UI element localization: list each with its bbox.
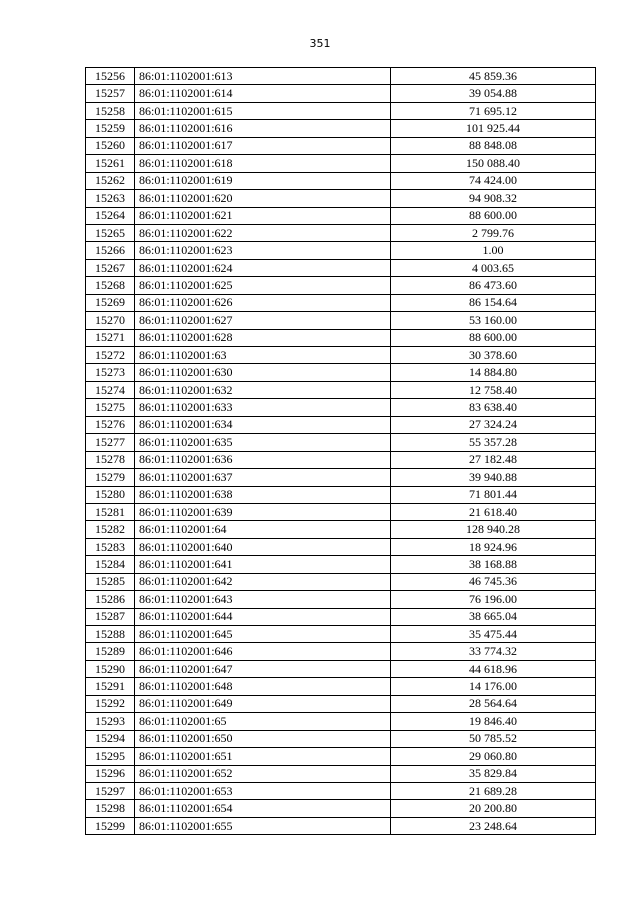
cadastral-number-cell: 86:01:1102001:638 [135, 486, 391, 503]
table-row [86, 800, 596, 817]
cadastral-number-cell: 86:01:1102001:645 [135, 626, 391, 643]
cadastral-number-cell: 86:01:1102001:626 [135, 294, 391, 311]
table-row [86, 486, 596, 503]
value-cell: 86 154.64 [391, 294, 596, 311]
cadastral-number-cell: 86:01:1102001:643 [135, 591, 391, 608]
cadastral-number-cell: 86:01:1102001:616 [135, 120, 391, 137]
table-row [86, 190, 596, 207]
cadastral-number-cell: 86:01:1102001:635 [135, 434, 391, 451]
value-cell: 39 940.88 [391, 469, 596, 486]
value-cell: 44 618.96 [391, 660, 596, 677]
cadastral-number-cell: 86:01:1102001:644 [135, 608, 391, 625]
cadastral-number-cell: 86:01:1102001:651 [135, 748, 391, 765]
value-cell: 18 924.96 [391, 538, 596, 555]
cadastral-number-cell: 86:01:1102001:621 [135, 207, 391, 224]
cadastral-number-cell: 86:01:1102001:646 [135, 643, 391, 660]
table-body [86, 68, 596, 835]
row-number-cell: 15259 [86, 120, 135, 137]
cadastral-number-cell: 86:01:1102001:637 [135, 469, 391, 486]
table-row [86, 521, 596, 538]
cadastral-number-cell: 86:01:1102001:639 [135, 503, 391, 520]
value-cell: 28 564.64 [391, 695, 596, 712]
cadastral-number-cell: 86:01:1102001:625 [135, 277, 391, 294]
row-number-cell: 15268 [86, 277, 135, 294]
table-row [86, 608, 596, 625]
row-number-cell: 15266 [86, 242, 135, 259]
cadastral-number-cell: 86:01:1102001:619 [135, 172, 391, 189]
cadastral-number-cell: 86:01:1102001:65 [135, 713, 391, 730]
table-row [86, 503, 596, 520]
value-cell: 35 475.44 [391, 626, 596, 643]
table-row [86, 748, 596, 765]
table-row [86, 695, 596, 712]
cadastral-number-cell: 86:01:1102001:640 [135, 538, 391, 555]
cadastral-number-cell: 86:01:1102001:624 [135, 259, 391, 276]
row-number-cell: 15261 [86, 155, 135, 172]
table-row [86, 172, 596, 189]
row-number-cell: 15299 [86, 817, 135, 834]
row-number-cell: 15288 [86, 626, 135, 643]
value-cell: 20 200.80 [391, 800, 596, 817]
cadastral-number-cell: 86:01:1102001:648 [135, 678, 391, 695]
value-cell: 83 638.40 [391, 399, 596, 416]
table-row [86, 155, 596, 172]
value-cell: 71 801.44 [391, 486, 596, 503]
row-number-cell: 15269 [86, 294, 135, 311]
row-number-cell: 15270 [86, 312, 135, 329]
value-cell: 27 324.24 [391, 416, 596, 433]
row-number-cell: 15282 [86, 521, 135, 538]
table-row [86, 591, 596, 608]
cadastral-number-cell: 86:01:1102001:622 [135, 224, 391, 241]
value-cell: 50 785.52 [391, 730, 596, 747]
value-cell: 55 357.28 [391, 434, 596, 451]
value-cell: 74 424.00 [391, 172, 596, 189]
cadastral-number-cell: 86:01:1102001:650 [135, 730, 391, 747]
table-row [86, 364, 596, 381]
table-row [86, 207, 596, 224]
cadastral-number-cell: 86:01:1102001:653 [135, 782, 391, 799]
table-row [86, 469, 596, 486]
value-cell: 33 774.32 [391, 643, 596, 660]
row-number-cell: 15289 [86, 643, 135, 660]
value-cell: 76 196.00 [391, 591, 596, 608]
table-row [86, 259, 596, 276]
table-row [86, 573, 596, 590]
table-row [86, 678, 596, 695]
table-row [86, 434, 596, 451]
value-cell: 88 600.00 [391, 207, 596, 224]
value-cell: 35 829.84 [391, 765, 596, 782]
value-cell: 150 088.40 [391, 155, 596, 172]
row-number-cell: 15276 [86, 416, 135, 433]
row-number-cell: 15267 [86, 259, 135, 276]
value-cell: 19 846.40 [391, 713, 596, 730]
row-number-cell: 15265 [86, 224, 135, 241]
cadastral-number-cell: 86:01:1102001:641 [135, 556, 391, 573]
value-cell: 94 908.32 [391, 190, 596, 207]
value-cell: 14 884.80 [391, 364, 596, 381]
table-row [86, 85, 596, 102]
row-number-cell: 15275 [86, 399, 135, 416]
cadastral-number-cell: 86:01:1102001:654 [135, 800, 391, 817]
row-number-cell: 15256 [86, 68, 135, 85]
value-cell: 14 176.00 [391, 678, 596, 695]
table-row [86, 381, 596, 398]
cadastral-number-cell: 86:01:1102001:623 [135, 242, 391, 259]
value-cell: 30 378.60 [391, 347, 596, 364]
cadastral-number-cell: 86:01:1102001:632 [135, 381, 391, 398]
cadastral-number-cell: 86:01:1102001:647 [135, 660, 391, 677]
row-number-cell: 15287 [86, 608, 135, 625]
table-row [86, 120, 596, 137]
table-row [86, 556, 596, 573]
row-number-cell: 15291 [86, 678, 135, 695]
cadastral-number-cell: 86:01:1102001:620 [135, 190, 391, 207]
row-number-cell: 15272 [86, 347, 135, 364]
table-row [86, 137, 596, 154]
value-cell: 39 054.88 [391, 85, 596, 102]
cadastral-number-cell: 86:01:1102001:618 [135, 155, 391, 172]
value-cell: 46 745.36 [391, 573, 596, 590]
row-number-cell: 15294 [86, 730, 135, 747]
table-row [86, 660, 596, 677]
cadastral-number-cell: 86:01:1102001:614 [135, 85, 391, 102]
row-number-cell: 15286 [86, 591, 135, 608]
table-row [86, 224, 596, 241]
value-cell: 38 665.04 [391, 608, 596, 625]
row-number-cell: 15271 [86, 329, 135, 346]
row-number-cell: 15258 [86, 102, 135, 119]
row-number-cell: 15263 [86, 190, 135, 207]
value-cell: 4 003.65 [391, 259, 596, 276]
cadastral-number-cell: 86:01:1102001:630 [135, 364, 391, 381]
cadastral-number-cell: 86:01:1102001:627 [135, 312, 391, 329]
row-number-cell: 15285 [86, 573, 135, 590]
row-number-cell: 15260 [86, 137, 135, 154]
cadastral-number-cell: 86:01:1102001:615 [135, 102, 391, 119]
cadastral-number-cell: 86:01:1102001:642 [135, 573, 391, 590]
cadastral-number-cell: 86:01:1102001:655 [135, 817, 391, 834]
row-number-cell: 15290 [86, 660, 135, 677]
page-number: 351 [309, 37, 331, 50]
row-number-cell: 15262 [86, 172, 135, 189]
value-cell: 86 473.60 [391, 277, 596, 294]
cadastral-number-cell: 86:01:1102001:617 [135, 137, 391, 154]
table-row [86, 713, 596, 730]
value-cell: 53 160.00 [391, 312, 596, 329]
row-number-cell: 15280 [86, 486, 135, 503]
cadastral-number-cell: 86:01:1102001:636 [135, 451, 391, 468]
row-number-cell: 15295 [86, 748, 135, 765]
cadastral-table [85, 67, 596, 835]
table-row [86, 312, 596, 329]
value-cell: 101 925.44 [391, 120, 596, 137]
row-number-cell: 15298 [86, 800, 135, 817]
table-row [86, 817, 596, 834]
row-number-cell: 15293 [86, 713, 135, 730]
value-cell: 1.00 [391, 242, 596, 259]
row-number-cell: 15284 [86, 556, 135, 573]
row-number-cell: 15283 [86, 538, 135, 555]
row-number-cell: 15257 [86, 85, 135, 102]
cadastral-number-cell: 86:01:1102001:652 [135, 765, 391, 782]
row-number-cell: 15297 [86, 782, 135, 799]
value-cell: 88 600.00 [391, 329, 596, 346]
value-cell: 88 848.08 [391, 137, 596, 154]
value-cell: 21 689.28 [391, 782, 596, 799]
value-cell: 23 248.64 [391, 817, 596, 834]
cadastral-number-cell: 86:01:1102001:64 [135, 521, 391, 538]
table-row [86, 765, 596, 782]
table-row [86, 451, 596, 468]
row-number-cell: 15281 [86, 503, 135, 520]
table-row [86, 277, 596, 294]
row-number-cell: 15264 [86, 207, 135, 224]
table-row [86, 782, 596, 799]
table-row [86, 416, 596, 433]
value-cell: 27 182.48 [391, 451, 596, 468]
table-row [86, 347, 596, 364]
table-row [86, 538, 596, 555]
row-number-cell: 15274 [86, 381, 135, 398]
value-cell: 38 168.88 [391, 556, 596, 573]
table-row [86, 399, 596, 416]
value-cell: 29 060.80 [391, 748, 596, 765]
value-cell: 45 859.36 [391, 68, 596, 85]
row-number-cell: 15277 [86, 434, 135, 451]
value-cell: 21 618.40 [391, 503, 596, 520]
value-cell: 71 695.12 [391, 102, 596, 119]
table-row [86, 294, 596, 311]
table-row [86, 68, 596, 85]
value-cell: 128 940.28 [391, 521, 596, 538]
cadastral-number-cell: 86:01:1102001:613 [135, 68, 391, 85]
value-cell: 12 758.40 [391, 381, 596, 398]
row-number-cell: 15273 [86, 364, 135, 381]
cadastral-number-cell: 86:01:1102001:649 [135, 695, 391, 712]
cadastral-number-cell: 86:01:1102001:63 [135, 347, 391, 364]
row-number-cell: 15279 [86, 469, 135, 486]
row-number-cell: 15296 [86, 765, 135, 782]
cadastral-number-cell: 86:01:1102001:633 [135, 399, 391, 416]
table-row [86, 643, 596, 660]
row-number-cell: 15278 [86, 451, 135, 468]
cadastral-number-cell: 86:01:1102001:628 [135, 329, 391, 346]
value-cell: 2 799.76 [391, 224, 596, 241]
table-row [86, 626, 596, 643]
table-row [86, 242, 596, 259]
table-row [86, 329, 596, 346]
cadastral-number-cell: 86:01:1102001:634 [135, 416, 391, 433]
row-number-cell: 15292 [86, 695, 135, 712]
table-row [86, 730, 596, 747]
table-row [86, 102, 596, 119]
